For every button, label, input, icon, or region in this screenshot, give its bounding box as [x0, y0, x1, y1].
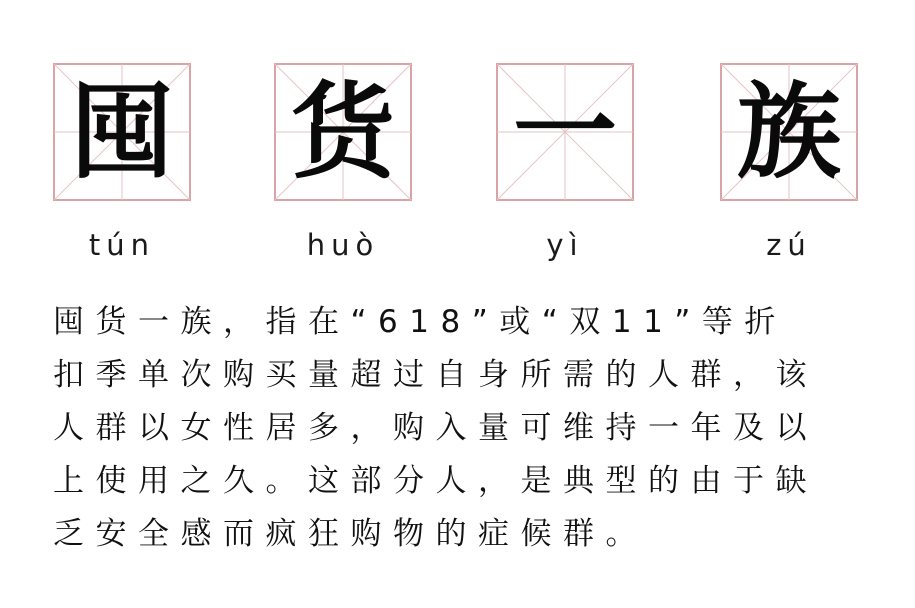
- paragraph-line-4: 上使用之久。这部分人，是典型的由于缺: [53, 463, 818, 499]
- title-char-2: 货: [290, 70, 395, 193]
- tianzige-box-2: [274, 63, 412, 201]
- pinyin-2: huò: [306, 228, 380, 262]
- paragraph-line-2: 扣季单次购买量超过自身所需的人群，该: [53, 357, 818, 393]
- paragraph-line-1: 囤货一族，指在“618”或“双11”等折: [53, 304, 787, 340]
- pinyin-3: yì: [546, 228, 584, 262]
- paragraph-line-3: 人群以女性居多，购入量可维持一年及以: [53, 410, 818, 446]
- definition-paragraph: [53, 296, 873, 561]
- title-char-3: 一: [512, 70, 617, 193]
- paragraph-line-5: 乏安全感而疯狂购物的症候群。: [53, 516, 648, 552]
- title-char-1: 囤: [69, 70, 174, 193]
- title-char-4: 族: [736, 70, 841, 193]
- pinyin-1: tún: [88, 228, 156, 262]
- tianzige-box-4: [720, 63, 858, 201]
- tianzige-box-3: [496, 63, 634, 201]
- tianzige-box-1: [53, 63, 191, 201]
- pinyin-4: zú: [766, 228, 812, 262]
